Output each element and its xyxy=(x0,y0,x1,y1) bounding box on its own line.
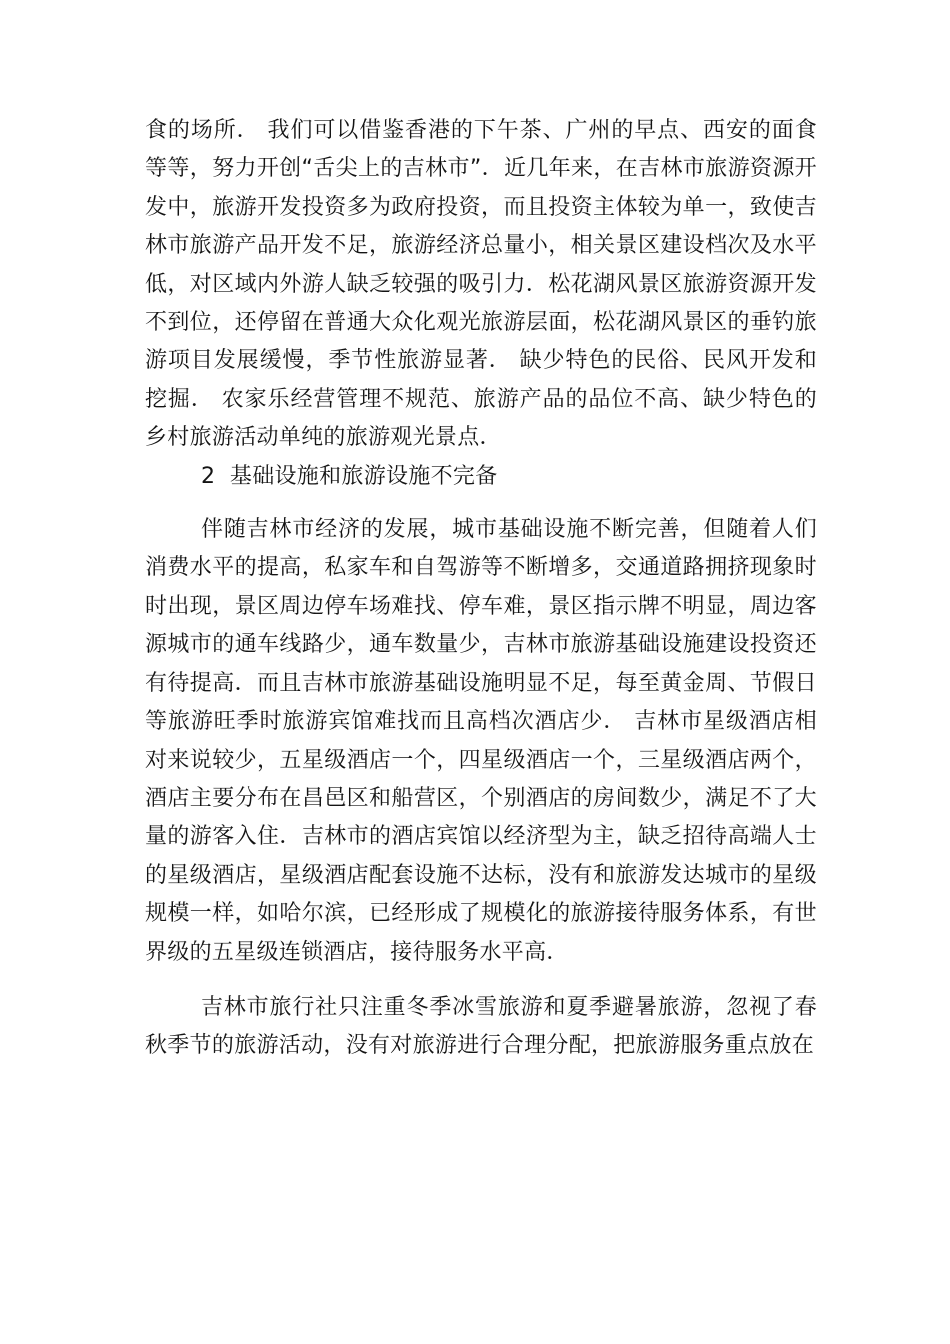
paragraph-travel-agency: 吉林市旅行社只注重冬季冰雪旅游和夏季避暑旅游，忽视了春秋季节的旅游活动，没有对旅游进行合理分配，把旅游服务重点放在 xyxy=(145,994,817,1059)
section-heading xyxy=(145,458,817,496)
section-title: 基础设施和旅游设施不完备 xyxy=(229,463,498,489)
paragraph-continued: 食的场所． 我们可以借鉴香港的下午茶、广州的早点、西安的面食等等，努力开创“舌尖上的吉林市”．近几年来，在吉林市旅游资源开发中，旅游开发投资多为政府投资，而且投资主体较为单一，致使吉林市旅游产品开发不足，旅游经济总量小，相关景区建设档次及水平低，对区域内外游人缺乏较强的吸引力．松花湖风景区旅游资源开发不到位，还停留在普通大众化观光旅游层面，松花湖风景区的垂钓旅游项目发展缓慢，季节性旅游显著． 缺少特色的民俗、民风开发和挖掘． 农家乐经营管理不规范、旅游产品的品位不高、缺少特色的乡村旅游活动单纯的旅游观光景点． xyxy=(145,118,817,451)
paragraph-infrastructure: 伴随吉林市经济的发展，城市基础设施不断完善，但随着人们消费水平的提高，私家车和自驾游等不断增多，交通道路拥挤现象时时出现，景区周边停车场难找、停车难，景区指示牌不明显，周边客源城市的通车线路少，通车数量少，吉林市旅游基础设施建设投资还有待提高．而且吉林市旅游基础设施明显不足，每至黄金周、节假日等旅游旺季时旅游宾馆难找而且高档次酒店少． 吉林市星级酒店相对来说较少，五星级酒店一个，四星级酒店一个，三星级酒店两个，酒店主要分布在昌邑区和船营区，个别酒店的房间数少，满足不了大量的游客入住．吉林市的酒店宾馆以经济型为主，缺乏招待高端人士的星级酒店，星级酒店配套设施不达标，没有和旅游发达城市的星级规模一样，如哈尔滨，已经形成了规模化的旅游接待服务体系，有世界级的五星级连锁酒店，接待服务水平高． xyxy=(145,517,817,965)
document-body xyxy=(145,112,817,1066)
section-number: 2 xyxy=(201,463,216,489)
